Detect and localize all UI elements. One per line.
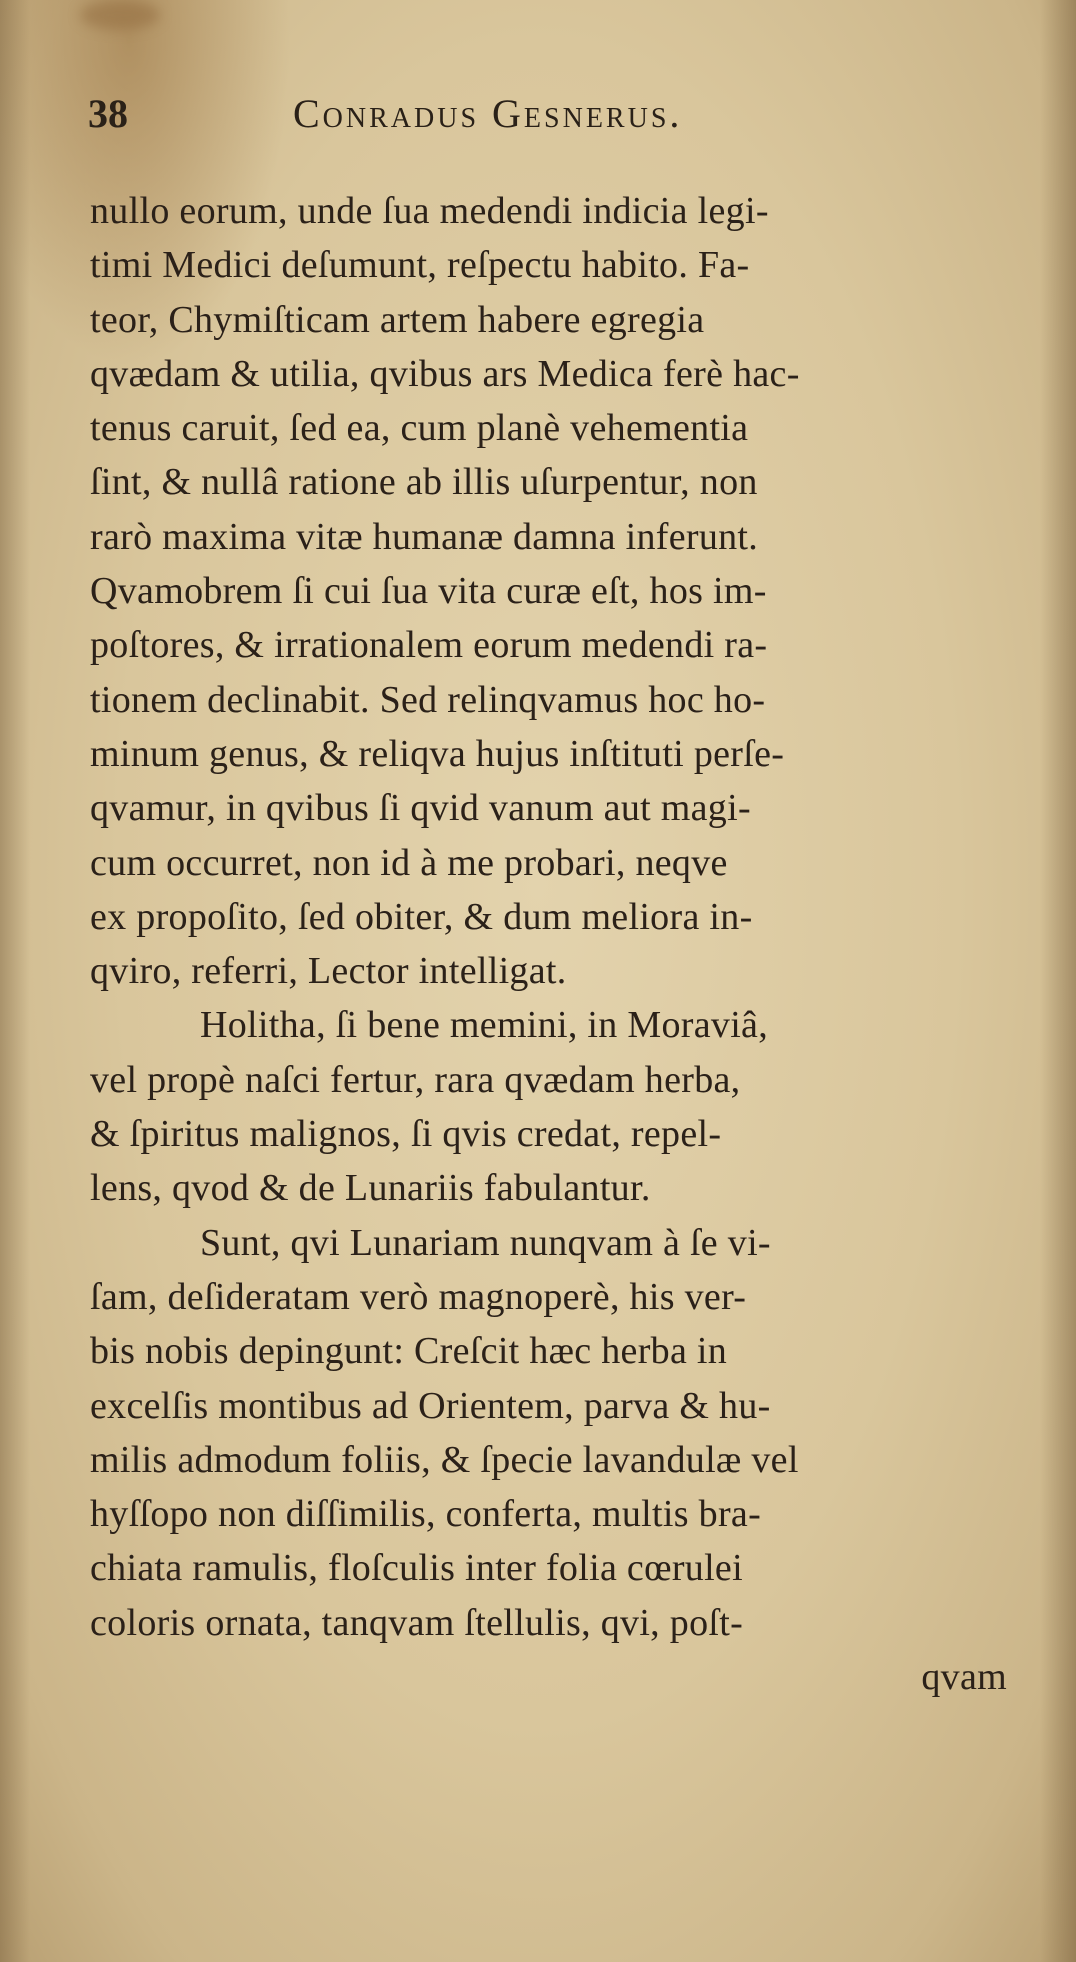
text-line: timi Medici deſumunt, reſpectu habito. Fa- [90, 244, 750, 287]
text-line: milis admodum foliis, & ſpecie lavandulæ vel [90, 1438, 799, 1481]
text-line: nullo eorum, unde ſua medendi indicia legi- [90, 190, 769, 232]
text-line: qviro, referri, Lector intelligat. [90, 950, 567, 993]
running-head [88, 90, 868, 140]
text-line: ſint, & nullâ ratione ab illis uſurpentur, non [90, 461, 758, 504]
text-line: tionem declinabit. Sed relinqvamus hoc ho- [90, 678, 766, 721]
running-title: Conradus Gesnerus. [293, 91, 683, 136]
text-line: coloris ornata, tanqvam ſtellulis, qvi, poſt- [90, 1601, 744, 1644]
page-number: 38 [88, 91, 128, 136]
text-line: & ſpiritus malignos, ſi qvis credat, repel- [90, 1113, 722, 1156]
text-line: Qvamobrem ſi cui ſua vita curæ eſt, hos im- [90, 570, 767, 613]
paragraph-start-line: Holitha, ſi bene memini, in Moraviâ, [200, 1004, 769, 1047]
text-line: tenus caruit, ſed ea, cum planè vehementia [90, 407, 749, 450]
text-line: cum occurret, non id à me probari, neqve [90, 841, 728, 884]
text-line: excelſis montibus ad Orientem, parva & hu- [90, 1384, 771, 1427]
catchword: qvam [921, 1656, 1007, 1699]
text-line: rarò maxima vitæ humanæ damna inferunt. [90, 515, 759, 558]
text-line: vel propè naſci fertur, rara qvædam herba, [90, 1058, 741, 1101]
text-line: qvamur, in qvibus ſi qvid vanum aut magi- [90, 787, 751, 830]
text-line: chiata ramulis, floſculis inter folia cœrulei [90, 1547, 743, 1590]
paragraph-start-line: Sunt, qvi Lunariam nunqvam à ſe vi- [200, 1221, 771, 1264]
text-line: bis nobis depingunt: Creſcit hæc herba in [90, 1330, 728, 1373]
text-line: hyſſopo non diſſimilis, conferta, multis bra- [90, 1493, 762, 1536]
text-line: lens, qvod & de Lunariis fabulantur. [90, 1167, 651, 1210]
text-line: qvædam & utilia, qvibus ars Medica ferè hac- [90, 352, 800, 395]
page-edge-shadow-left [0, 0, 30, 1962]
page-edge-shadow-right [1040, 0, 1076, 1962]
text-line: minum genus, & reliqva hujus inſtituti perſe- [90, 732, 785, 775]
body-text [90, 184, 1010, 1704]
paper-stain [80, 0, 160, 30]
text-line: ex propoſito, ſed obiter, & dum meliora in- [90, 895, 753, 938]
text-line: ſam, deſideratam verò magnoperè, his ver- [90, 1275, 747, 1318]
text-line: teor, Chymiſticam artem habere egregia [90, 298, 705, 341]
text-line: poſtores, & irrationalem eorum medendi ra- [90, 624, 768, 667]
